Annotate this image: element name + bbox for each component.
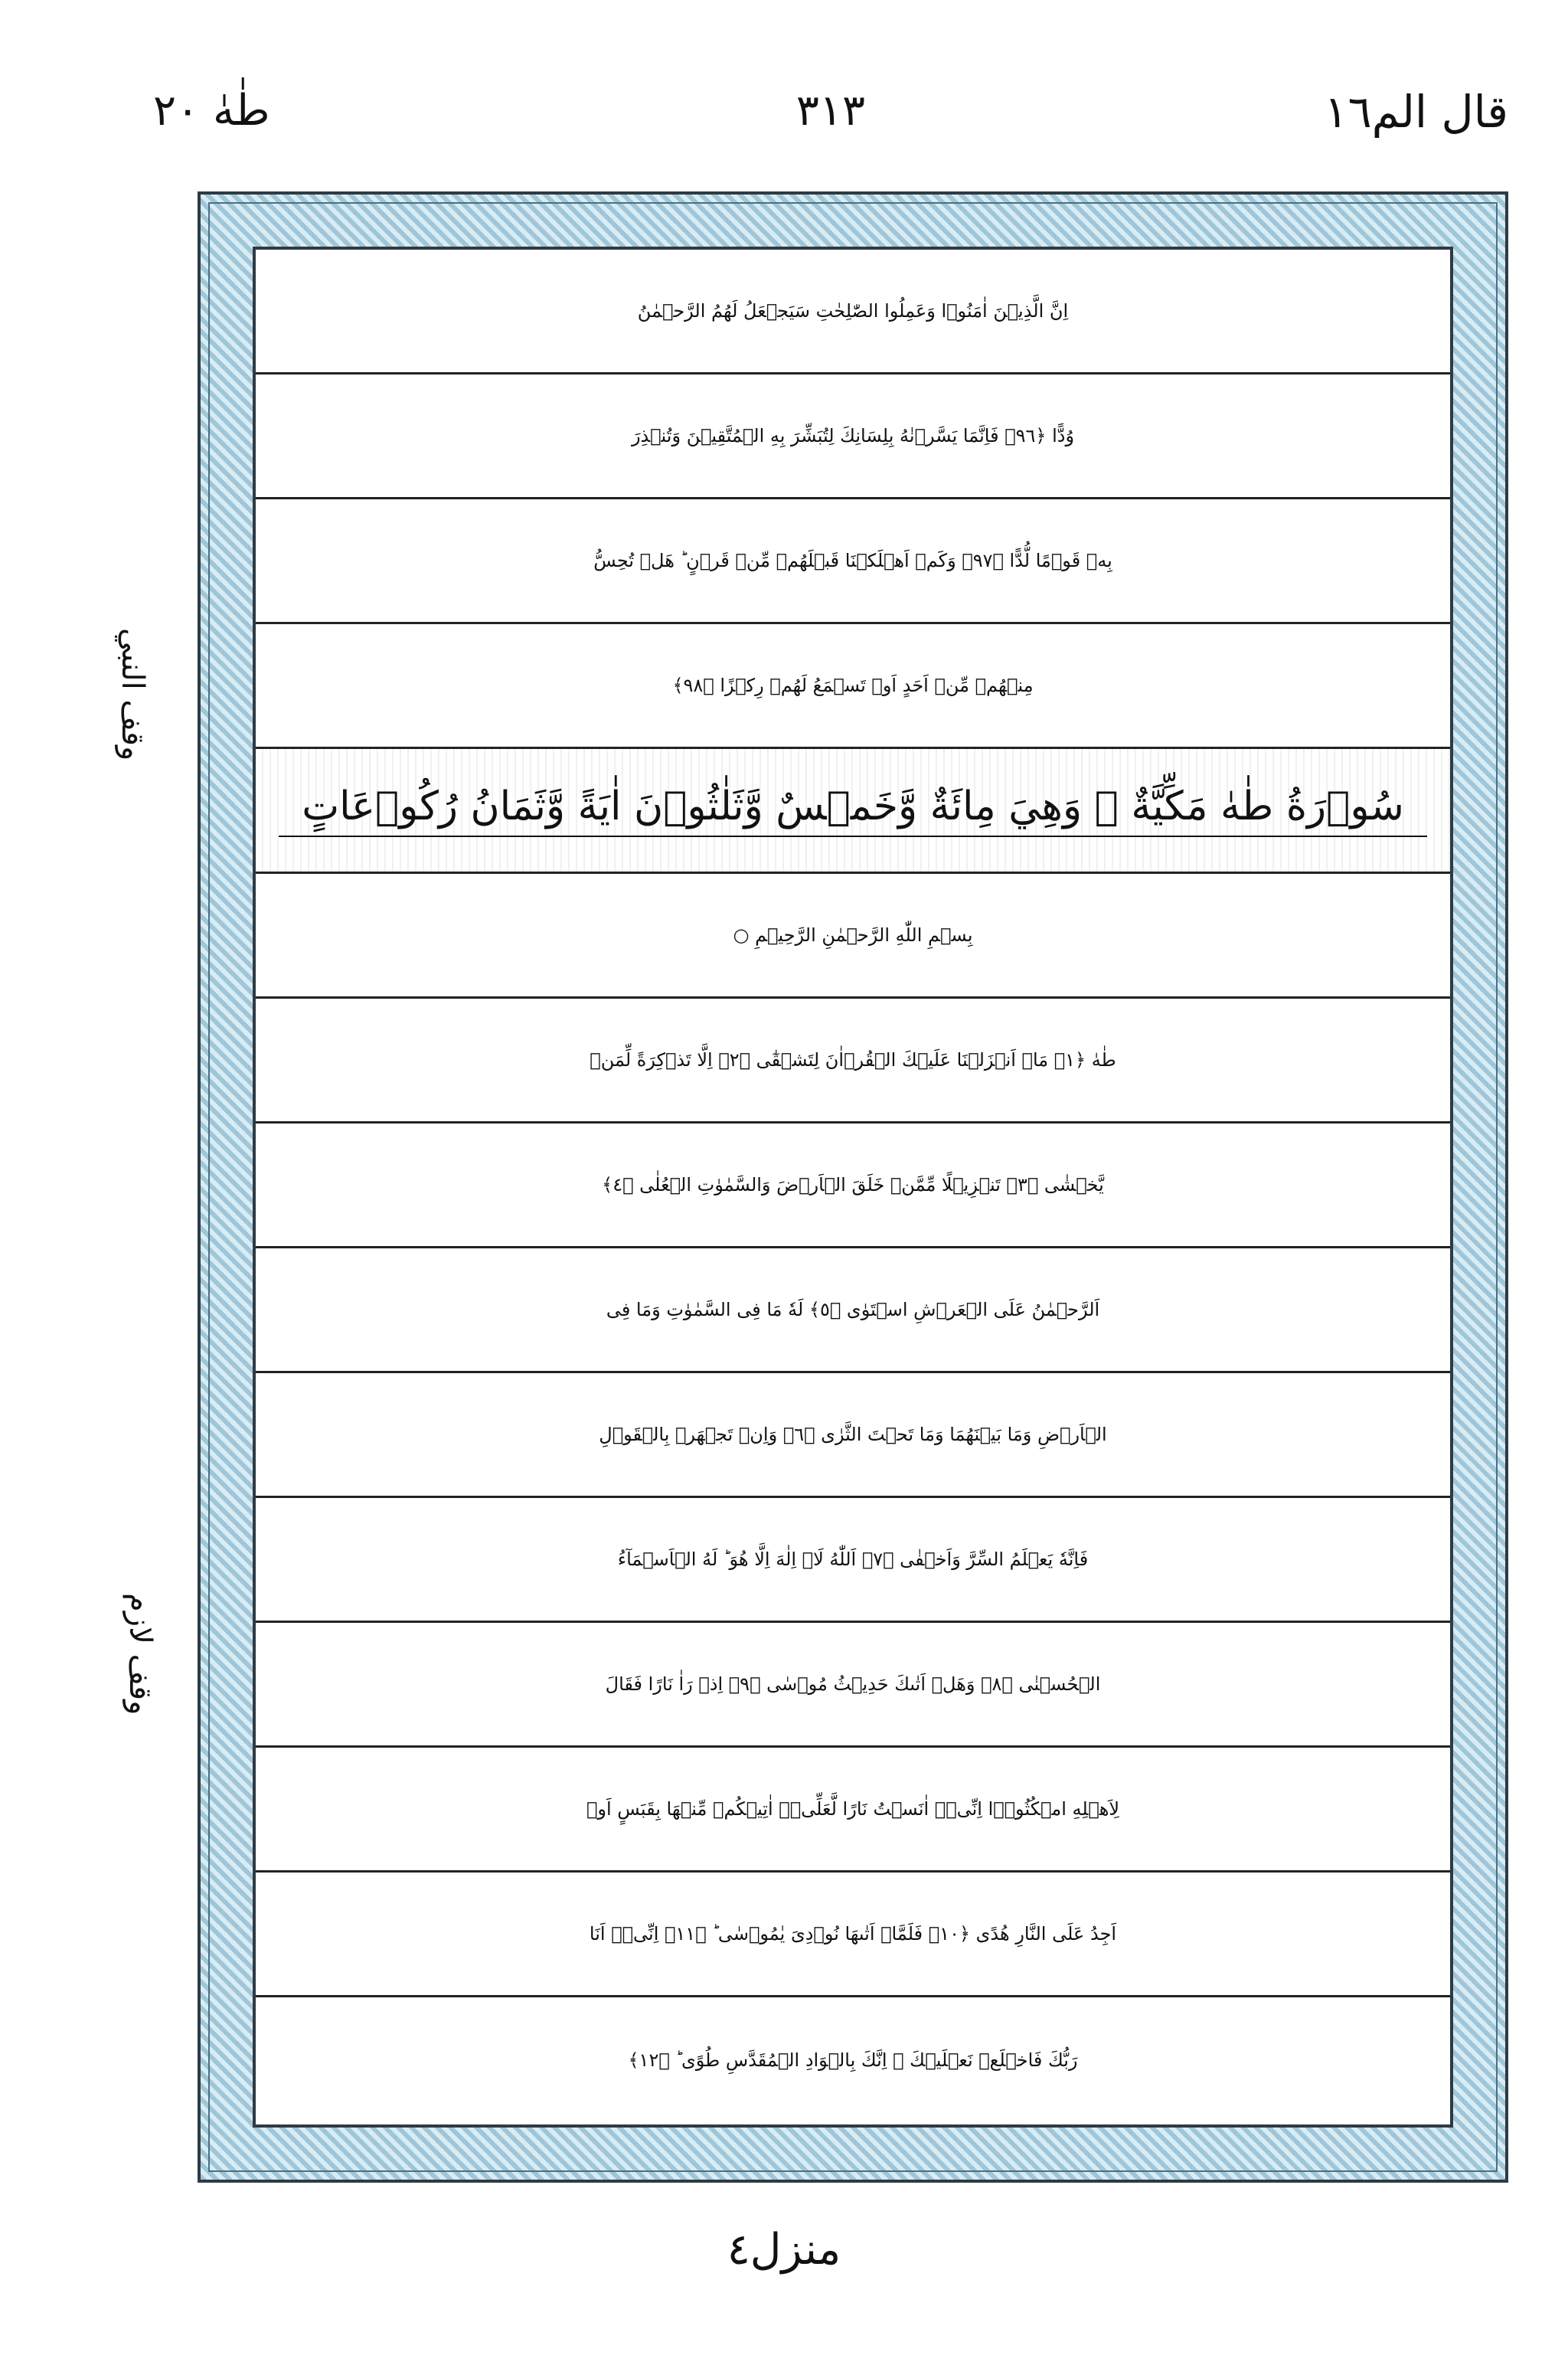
verse-line: اِنَّ الَّذِيۡنَ اٰمَنُوۡا وَعَمِلُوا الصّٰلِحٰتِ سَيَجۡعَلُ لَهُمُ الرَّحۡمٰنُ [256,250,1450,375]
ornamental-border [198,191,1508,2183]
margin-note-lower: وقف لازم [122,1593,158,1716]
bismillah: بِسۡمِ اللّٰهِ الرَّحۡمٰنِ الرَّحِيۡمِ ○ [256,874,1450,999]
verse-line: فَاِنَّهٗ يَعۡلَمُ السِّرَّ وَاَخۡفٰى ﴿٧﴾ اَللّٰهُ لَاۤ اِلٰهَ اِلَّا هُوَ ؕ لَهُ الۡاَسۡمَآءُ [256,1498,1450,1623]
verse-line: يَّخۡشٰى ﴿٣﴾ تَنۡزِيۡلًا مِّمَّنۡ خَلَقَ الۡاَرۡضَ وَالسَّمٰوٰتِ الۡعُلٰى ﴿٤﴾ [256,1124,1450,1248]
margin-note-upper: وقف النبي [115,628,150,761]
verse-line: وُدًّا ﴿٩٦﴾ فَاِنَّمَا يَسَّرۡنٰهُ بِلِسَانِكَ لِتُبَشِّرَ بِهِ الۡمُتَّقِيۡنَ وَتُنۡذِرَ [256,375,1450,499]
verse-line: لِاَهۡلِهِ امۡكُثُوۡۤا اِنِّىۡۤ اٰنَسۡتُ نَارًا لَّعَلِّىۡۤ اٰتِيۡكُمۡ مِّنۡهَا بِقَبَسٍ اَوۡ [256,1748,1450,1873]
surah-name: طٰهٰ ٢٠ [153,86,270,136]
verse-line: رَبُّكَ فَاخۡلَعۡ نَعۡلَيۡكَ ۚ اِنَّكَ بِالۡوَادِ الۡمُقَدَّسِ طُوًى ؕ ﴿١٢﴾ [628,2049,1078,2071]
surah-heading [256,749,1450,874]
verse-line: مِنۡهُمۡ مِّنۡ اَحَدٍ اَوۡ تَسۡمَعُ لَهُمۡ رِكۡزًا ﴿٩٨﴾ [256,624,1450,749]
page-header [153,86,1508,162]
verse-line: طٰهٰ ﴿١﴾ مَاۤ اَنۡزَلۡنَا عَلَيۡكَ الۡقُرۡاٰنَ لِتَشۡقٰٓى ﴿٢﴾ اِلَّا تَذۡكِرَةً لِّمَنۡ [256,999,1450,1124]
verse-line: اَلرَّحۡمٰنُ عَلَى الۡعَرۡشِ اسۡتَوٰى ﴿٥﴾ لَهٗ مَا فِى السَّمٰوٰتِ وَمَا فِى [256,1248,1450,1373]
verse-line: اَجِدُ عَلَى النَّارِ هُدًى ﴿١٠﴾ فَلَمَّاۤ اَتٰٮهَا نُوۡدِىَ يٰمُوۡسٰى ؕ ﴿١١﴾ اِنِّىۡۤ اَنَا [256,1873,1450,1997]
para-name: قال الم١٦ [1324,86,1508,138]
surah-heading-text: سُوۡرَةُ طٰهٰ مَكِّيَّةٌ ۘ وَهِيَ مِائَةٌ وَّخَمۡسٌ وَّثَلٰثُوۡنَ اٰيَةً وَّثَمَانُ رُكُوۡعَاتٍ [279,783,1427,837]
page-number: ٣١٣ [795,86,866,136]
manzil-footer: منزل٤ [727,2225,841,2275]
verse-line: الۡاَرۡضِ وَمَا بَيۡنَهُمَا وَمَا تَحۡتَ الثَّرٰى ﴿٦﴾ وَاِنۡ تَجۡهَرۡ بِالۡقَوۡلِ [256,1373,1450,1498]
verse-line: الۡحُسۡنٰى ﴿٨﴾ وَهَلۡ اَتٰٮكَ حَدِيۡثُ مُوۡسٰى ﴿٩﴾ اِذۡ رَاٰ نَارًا فَقَالَ [256,1623,1450,1748]
verse-line: بِهٖ قَوۡمًا لُّدًّا ﴿٩٧﴾ وَكَمۡ اَهۡلَكۡنَا قَبۡلَهُمۡ مِّنۡ قَرۡنٍ ؕ هَلۡ تُحِسُّ [256,499,1450,624]
text-area [253,247,1453,2128]
